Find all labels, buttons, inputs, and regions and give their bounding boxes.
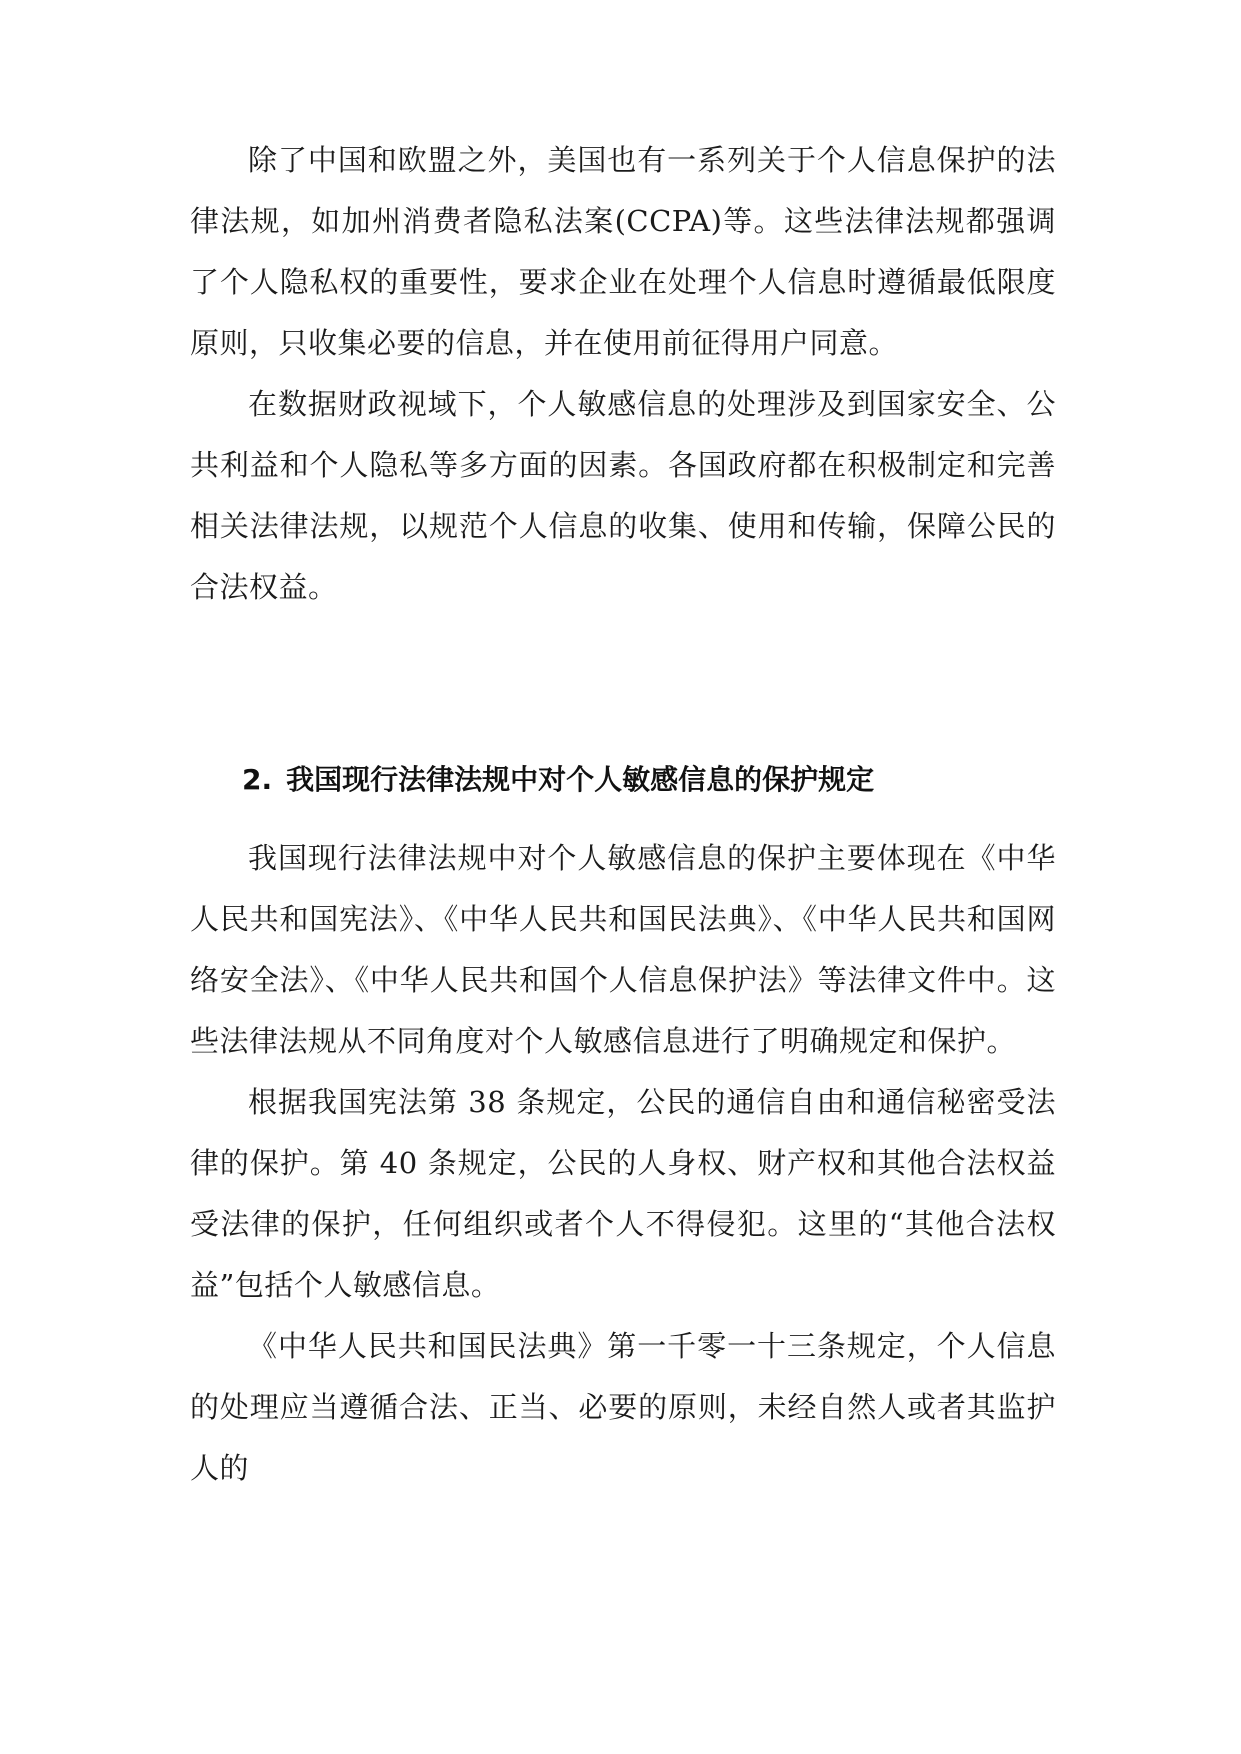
paragraph-constitution: 根据我国宪法第 38 条规定，公民的通信自由和通信秘密受法律的保护。第 40 条规定，公民的人身权、财产权和其他合法权益受法律的保护，任何组织或者个人不得侵犯。这里的“其他合法权益”包括个人敏感信息。 [190, 1085, 1056, 1302]
section-2-body [190, 828, 1056, 1499]
paragraph-us-laws: 除了中国和欧盟之外，美国也有一系列关于个人信息保护的法律法规，如加州消费者隐私法案(CCPA)等。这些法律法规都强调了个人隐私权的重要性，要求企业在处理个人信息时遵循最低限度原则，只收集必要的信息，并在使用前征得用户同意。 [190, 143, 1056, 360]
paragraph-data-finance: 在数据财政视域下，个人敏感信息的处理涉及到国家安全、公共利益和个人隐私等多方面的因素。各国政府都在积极制定和完善相关法律法规，以规范个人信息的收集、使用和传输，保障公民的合法权益。 [190, 387, 1056, 604]
section-number: 2. [242, 763, 273, 796]
section-title: 我国现行法律法规中对个人敏感信息的保护规定 [286, 763, 875, 796]
section-heading [242, 760, 1042, 800]
paragraph-civil-code: 《中华人民共和国民法典》第一千零一十三条规定，个人信息的处理应当遵循合法、正当、必要的原则，未经自然人或者其监护人的 [190, 1329, 1056, 1485]
section-1-body [190, 130, 1056, 618]
paragraph-current-laws: 我国现行法律法规中对个人敏感信息的保护主要体现在《中华人民共和国宪法》、《中华人民共和国民法典》、《中华人民共和国网络安全法》、《中华人民共和国个人信息保护法》等法律文件中。这些法律法规从不同角度对个人敏感信息进行了明确规定和保护。 [190, 841, 1056, 1058]
